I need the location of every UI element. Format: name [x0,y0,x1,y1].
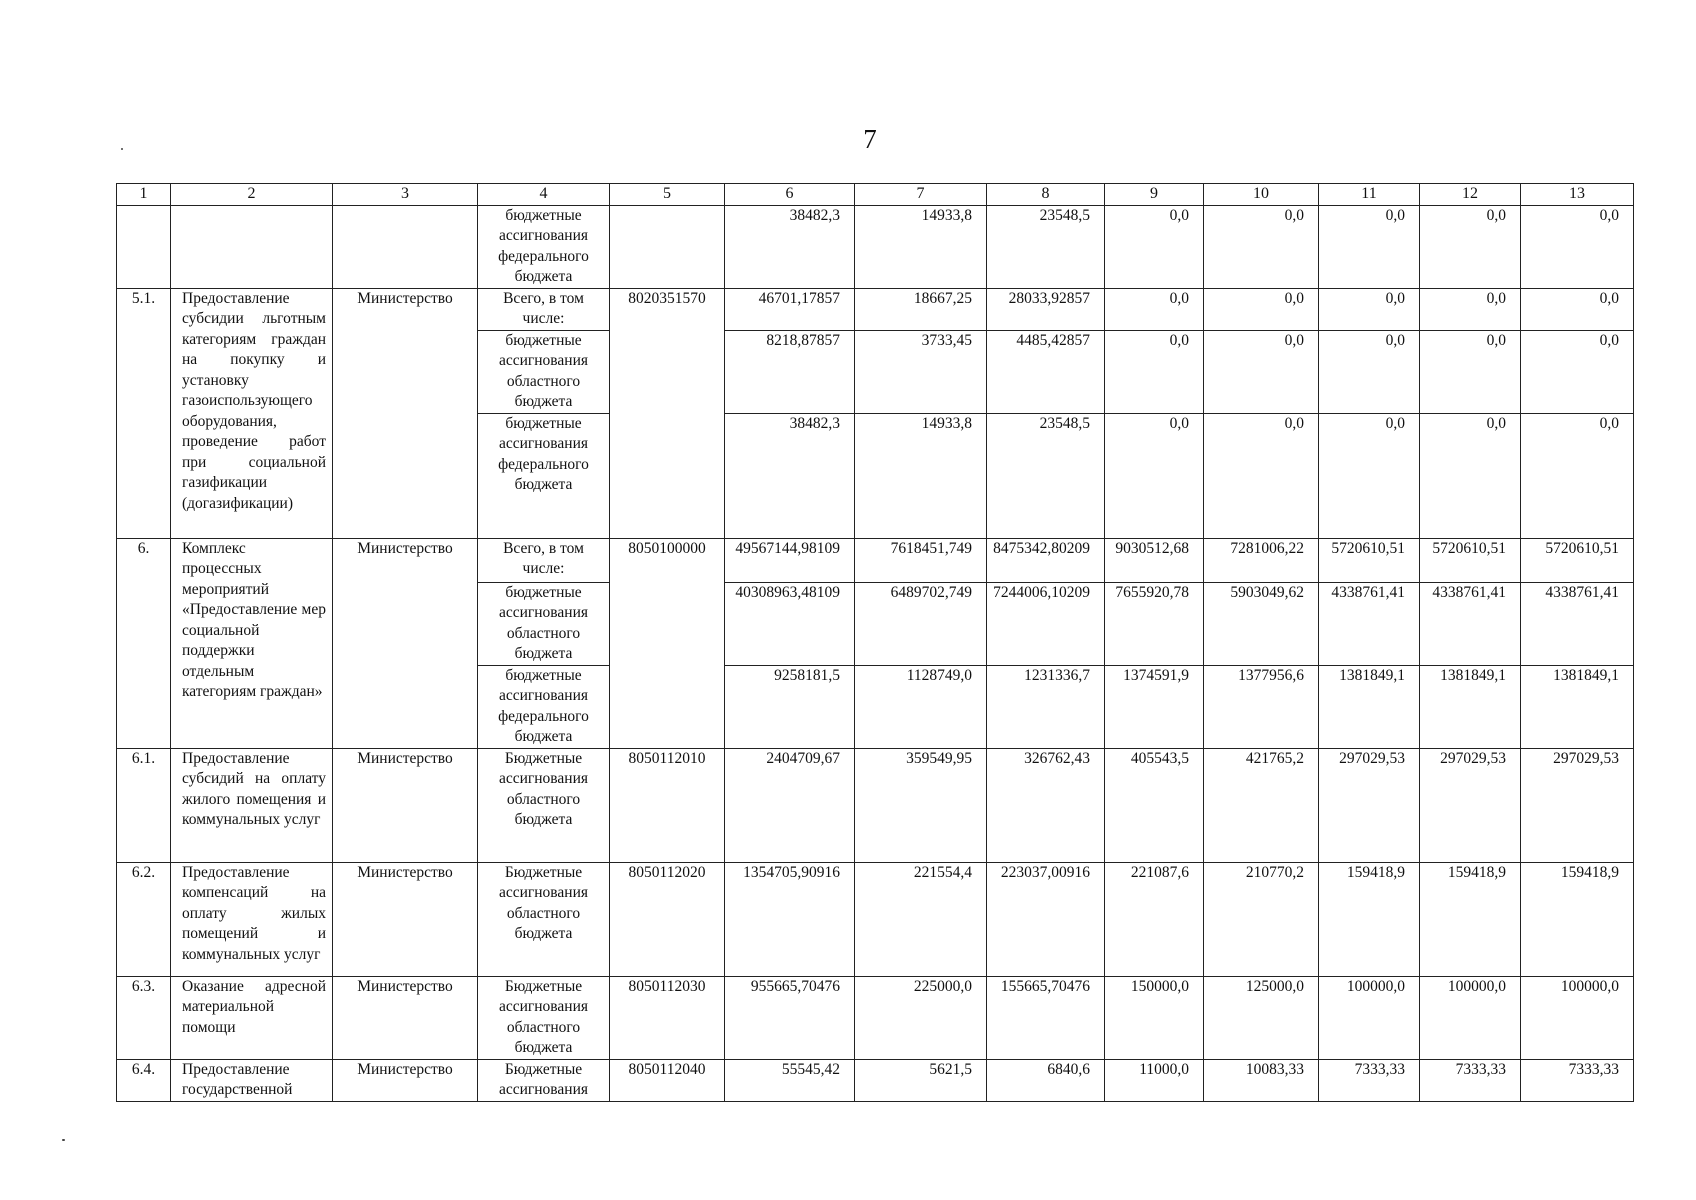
amount-cell: 10083,33 [1204,1059,1319,1101]
table-row [117,288,1634,330]
amount-cell: 1381849,1 [1319,665,1420,748]
funding-source: бюджетные ассигнования областного бюджета [478,582,610,665]
table-row [117,205,1634,288]
activity-name: Оказание адресной материальной помощи [171,976,333,1059]
amount-cell: 7333,33 [1420,1059,1521,1101]
amount-cell: 0,0 [1319,205,1420,288]
row-number: 5.1. [117,288,171,538]
amount-cell: 40308963,48109 [725,582,855,665]
amount-cell: 125000,0 [1204,976,1319,1059]
amount-cell: 955665,70476 [725,976,855,1059]
funding-source: Бюджетные ассигнования [478,1059,610,1101]
column-number: 8 [987,184,1105,206]
amount-cell: 4338761,41 [1521,582,1634,665]
amount-cell: 155665,70476 [987,976,1105,1059]
amount-cell: 405543,5 [1105,748,1204,862]
amount-cell: 2404709,67 [725,748,855,862]
budget-code: 8020351570 [610,288,725,538]
amount-cell: 0,0 [1105,413,1204,538]
amount-cell: 14933,8 [855,413,987,538]
amount-cell: 1354705,90916 [725,862,855,976]
amount-cell: 0,0 [1420,330,1521,413]
executor: Министерство [333,976,478,1059]
budget-code: 8050112040 [610,1059,725,1101]
row-number [117,205,171,288]
budget-code [610,205,725,288]
amount-cell: 8475342,80209 [987,538,1105,582]
amount-cell: 159418,9 [1521,862,1634,976]
row-number: 6. [117,538,171,748]
executor: Министерство [333,1059,478,1101]
funding-source: Бюджетные ассигнования областного бюджета [478,976,610,1059]
amount-cell: 159418,9 [1319,862,1420,976]
activity-name: Предоставление государственной [171,1059,333,1101]
amount-cell: 7618451,749 [855,538,987,582]
amount-cell: 359549,95 [855,748,987,862]
amount-cell: 14933,8 [855,205,987,288]
amount-cell: 5720610,51 [1319,538,1420,582]
column-number: 11 [1319,184,1420,206]
amount-cell: 225000,0 [855,976,987,1059]
amount-cell: 38482,3 [725,413,855,538]
executor: Министерство [333,748,478,862]
column-number: 9 [1105,184,1204,206]
amount-cell: 0,0 [1204,205,1319,288]
amount-cell: 4338761,41 [1420,582,1521,665]
amount-cell: 0,0 [1204,330,1319,413]
amount-cell: 1231336,7 [987,665,1105,748]
amount-cell: 5720610,51 [1521,538,1634,582]
funding-source: Бюджетные ассигнования областного бюджета [478,748,610,862]
amount-cell: 100000,0 [1319,976,1420,1059]
amount-cell: 0,0 [1420,288,1521,330]
amount-cell: 23548,5 [987,413,1105,538]
amount-cell: 221554,4 [855,862,987,976]
amount-cell: 7333,33 [1521,1059,1634,1101]
amount-cell: 0,0 [1319,288,1420,330]
executor: Министерство [333,862,478,976]
activity-name: Предоставление субсидии льготным категориям граждан на покупку и установку газоиспользующего оборудования, проведение работ при социальной газификации (догазификации) [171,288,333,538]
amount-cell: 4338761,41 [1319,582,1420,665]
column-number: 1 [117,184,171,206]
amount-cell: 5720610,51 [1420,538,1521,582]
column-number: 10 [1204,184,1319,206]
amount-cell: 421765,2 [1204,748,1319,862]
amount-cell: 1128749,0 [855,665,987,748]
column-number: 13 [1521,184,1634,206]
amount-cell: 4485,42857 [987,330,1105,413]
amount-cell: 0,0 [1319,413,1420,538]
executor: Министерство [333,538,478,748]
amount-cell: 1381849,1 [1521,665,1634,748]
amount-cell: 11000,0 [1105,1059,1204,1101]
amount-cell: 0,0 [1420,413,1521,538]
table-row [117,538,1634,582]
amount-cell: 5621,5 [855,1059,987,1101]
scan-speck [62,1139,65,1141]
budget-table [116,183,1634,1102]
amount-cell: 6840,6 [987,1059,1105,1101]
row-number: 6.4. [117,1059,171,1101]
table-row [117,748,1634,862]
amount-cell: 7244006,10209 [987,582,1105,665]
table-body [117,184,1634,1102]
column-number: 2 [171,184,333,206]
scan-speck [121,148,123,150]
table-row [117,1059,1634,1101]
amount-cell: 0,0 [1105,288,1204,330]
executor: Министерство [333,288,478,538]
amount-cell: 1377956,6 [1204,665,1319,748]
column-number-row [117,184,1634,206]
table-row [117,862,1634,976]
amount-cell: 0,0 [1319,330,1420,413]
amount-cell: 0,0 [1521,205,1634,288]
executor [333,205,478,288]
amount-cell: 297029,53 [1521,748,1634,862]
amount-cell: 49567144,98109 [725,538,855,582]
amount-cell: 7655920,78 [1105,582,1204,665]
row-number: 6.2. [117,862,171,976]
amount-cell: 38482,3 [725,205,855,288]
amount-cell: 23548,5 [987,205,1105,288]
amount-cell: 210770,2 [1204,862,1319,976]
row-number: 6.1. [117,748,171,862]
row-number: 6.3. [117,976,171,1059]
funding-source: Всего, в том числе: [478,288,610,330]
amount-cell: 9030512,68 [1105,538,1204,582]
amount-cell: 223037,00916 [987,862,1105,976]
column-number: 7 [855,184,987,206]
amount-cell: 221087,6 [1105,862,1204,976]
amount-cell: 8218,87857 [725,330,855,413]
amount-cell: 0,0 [1521,330,1634,413]
table-row [117,976,1634,1059]
amount-cell: 7333,33 [1319,1059,1420,1101]
amount-cell: 0,0 [1521,288,1634,330]
funding-source: бюджетные ассигнования федерального бюджета [478,413,610,538]
column-number: 6 [725,184,855,206]
amount-cell: 5903049,62 [1204,582,1319,665]
amount-cell: 0,0 [1521,413,1634,538]
amount-cell: 0,0 [1105,205,1204,288]
amount-cell: 0,0 [1204,288,1319,330]
activity-name: Предоставление субсидий на оплату жилого помещения и коммунальных услуг [171,748,333,862]
column-number: 5 [610,184,725,206]
amount-cell: 100000,0 [1521,976,1634,1059]
column-number: 3 [333,184,478,206]
amount-cell: 326762,43 [987,748,1105,862]
amount-cell: 7281006,22 [1204,538,1319,582]
amount-cell: 297029,53 [1420,748,1521,862]
amount-cell: 297029,53 [1319,748,1420,862]
amount-cell: 1381849,1 [1420,665,1521,748]
amount-cell: 0,0 [1420,205,1521,288]
column-number: 12 [1420,184,1521,206]
amount-cell: 1374591,9 [1105,665,1204,748]
amount-cell: 3733,45 [855,330,987,413]
column-number: 4 [478,184,610,206]
funding-source: бюджетные ассигнования областного бюджета [478,330,610,413]
funding-source: Всего, в том числе: [478,538,610,582]
amount-cell: 0,0 [1204,413,1319,538]
budget-code: 8050112030 [610,976,725,1059]
page-number: 7 [863,124,877,154]
amount-cell: 28033,92857 [987,288,1105,330]
activity-name: Комплекс процессных мероприятий «Предоставление мер социальной поддержки отдельным категориям граждан» [171,538,333,748]
budget-code: 8050112010 [610,748,725,862]
amount-cell: 6489702,749 [855,582,987,665]
amount-cell: 159418,9 [1420,862,1521,976]
budget-code: 8050100000 [610,538,725,748]
funding-source: Бюджетные ассигнования областного бюджета [478,862,610,976]
amount-cell: 100000,0 [1420,976,1521,1059]
amount-cell: 9258181,5 [725,665,855,748]
funding-source: бюджетные ассигнования федерального бюджета [478,205,610,288]
amount-cell: 46701,17857 [725,288,855,330]
funding-source: бюджетные ассигнования федерального бюджета [478,665,610,748]
activity-name [171,205,333,288]
budget-code: 8050112020 [610,862,725,976]
activity-name: Предоставление компенсаций на оплату жилых помещений и коммунальных услуг [171,862,333,976]
amount-cell: 0,0 [1105,330,1204,413]
amount-cell: 18667,25 [855,288,987,330]
amount-cell: 150000,0 [1105,976,1204,1059]
amount-cell: 55545,42 [725,1059,855,1101]
